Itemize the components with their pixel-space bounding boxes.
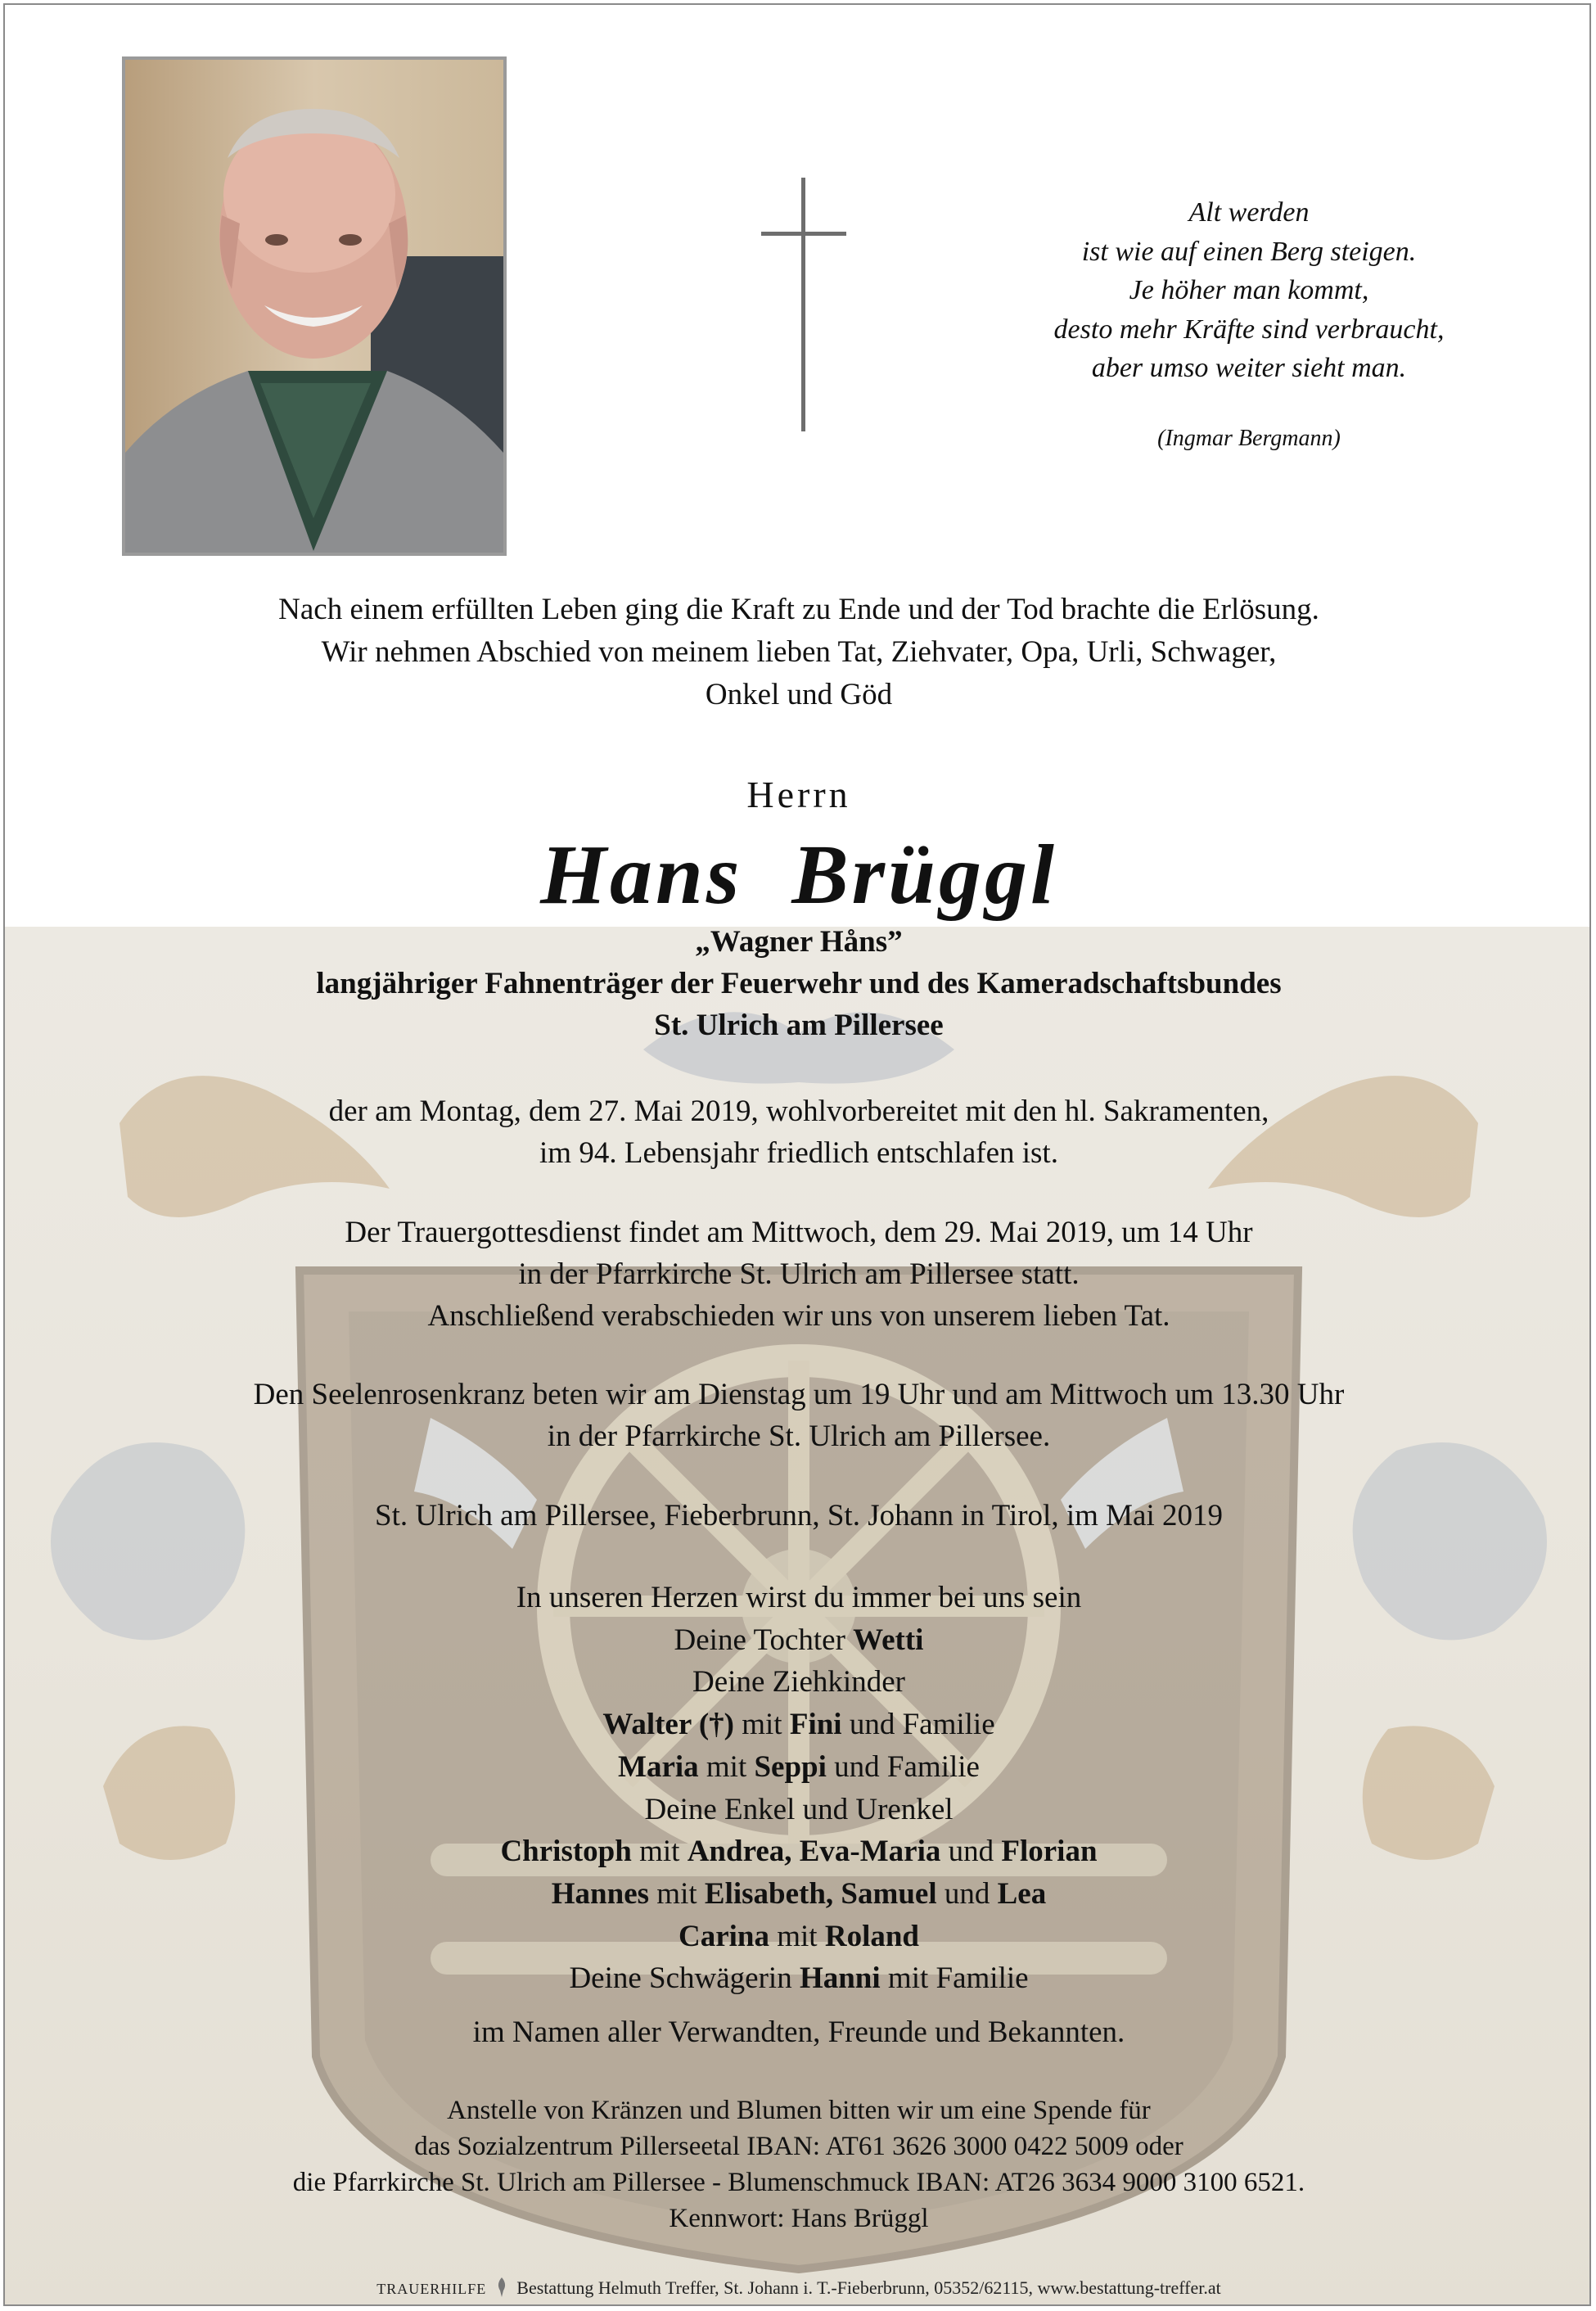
mourner-heading: Deine Enkel und Urenkel [644,1792,954,1826]
intro-text [5,589,1591,716]
funeral-mass-info [5,1212,1591,1337]
mourner-line: Christoph mit Andrea, Eva-Maria und Florian [500,1835,1098,1869]
obituary-card [3,3,1591,2306]
mourner-heading: Deine Ziehkinder [692,1665,905,1699]
place-and-date: St. Ulrich am Pillersee, Fieberbrunn, St. Johann in Tirol, im Mai 2019 [375,1499,1223,1532]
quote-line: desto mehr Kräfte sind verbraucht, [1053,314,1445,345]
quote-line: Alt werden [1188,197,1310,228]
mourners-list [5,1577,1591,2054]
memorial-quote [913,193,1585,458]
rosary-line: in der Pfarrkirche St. Ulrich am Pillersee. [547,1420,1051,1453]
role-line: langjähriger Fahnenträger der Feuerwehr und des Kameradschaftsbundes [316,967,1282,1000]
mass-line: in der Pfarrkirche St. Ulrich am Pillersee statt. [518,1257,1080,1291]
donation-info [5,2092,1591,2237]
mourner-line: Carina mit Roland [679,1919,919,1953]
deceased-name: Hans Brüggl [540,828,1057,922]
mourner-line: Maria mit Seppi und Familie [618,1749,980,1784]
feather-icon [496,2277,507,2297]
donation-line: das Sozialzentrum Pillerseetal IBAN: AT61 3626 3000 0422 5009 oder [414,2132,1183,2161]
cross-icon [761,178,846,431]
nickname: „Wagner Håns” [695,925,903,959]
funeral-home-footer [5,2277,1591,2299]
rosary-info [5,1374,1591,1457]
donation-line: die Pfarrkirche St. Ulrich am Pillersee - Blumenschmuck IBAN: AT26 3634 9000 3100 6521. [292,2168,1305,2197]
role-description [5,963,1591,1046]
portrait-photo [122,56,507,556]
rosary-line: Den Seelenrosenkranz beten wir am Dienstag um 19 Uhr und am Mittwoch um 13.30 Uhr [253,1378,1345,1411]
quote-author: (Ingmar Bergmann) [1157,425,1341,451]
intro-line: Nach einem erfüllten Leben ging die Kraft zu Ende und der Tod brachte die Erlösung. [278,593,1319,626]
mourner-line: Deine Tochter Wetti [674,1623,924,1657]
mourners-intro: In unseren Herzen wirst du immer bei uns sein [516,1581,1082,1614]
donation-line: Anstelle von Kränzen und Blumen bitten wir um eine Spende für [447,2096,1151,2125]
mass-line: Der Trauergottesdienst findet am Mittwoch, dem 29. Mai 2019, um 14 Uhr [345,1216,1253,1249]
intro-line: Wir nehmen Abschied von meinem lieben Tat, Ziehvater, Opa, Urli, Schwager, [321,635,1277,669]
mourners-closing: im Namen aller Verwandten, Freunde und Bekannten. [472,2015,1125,2050]
mass-line: Anschließend verabschieden wir uns von unserem lieben Tat. [427,1299,1170,1333]
mourner-line: Deine Schwägerin Hanni mit Familie [569,1961,1029,1996]
role-line: St. Ulrich am Pillersee [654,1009,944,1042]
donation-line: Kennwort: Hans Brüggl [669,2204,929,2233]
death-line: der am Montag, dem 27. Mai 2019, wohlvorbereitet mit den hl. Sakramenten, [328,1095,1269,1128]
quote-line: Je höher man kommt, [1129,275,1369,305]
death-notice [5,1090,1591,1174]
mourner-line: Hannes mit Elisabeth, Samuel und Lea [551,1876,1047,1911]
quote-line: aber umso weiter sieht man. [1091,353,1407,383]
footer-text: Bestattung Helmuth Treffer, St. Johann i. T.-Fieberbrunn, 05352/62115, www.bestattung-treffer.at [516,2277,1221,2298]
salutation: Herrn [746,774,851,815]
quote-line: ist wie auf einen Berg steigen. [1081,236,1417,267]
intro-line: Onkel und Göd [705,678,893,711]
death-line: im 94. Lebensjahr friedlich entschlafen ist. [539,1136,1058,1170]
mourner-line: Walter (†) mit Fini und Familie [602,1708,995,1742]
footer-brand: TRAUERHILFE [376,2281,487,2297]
